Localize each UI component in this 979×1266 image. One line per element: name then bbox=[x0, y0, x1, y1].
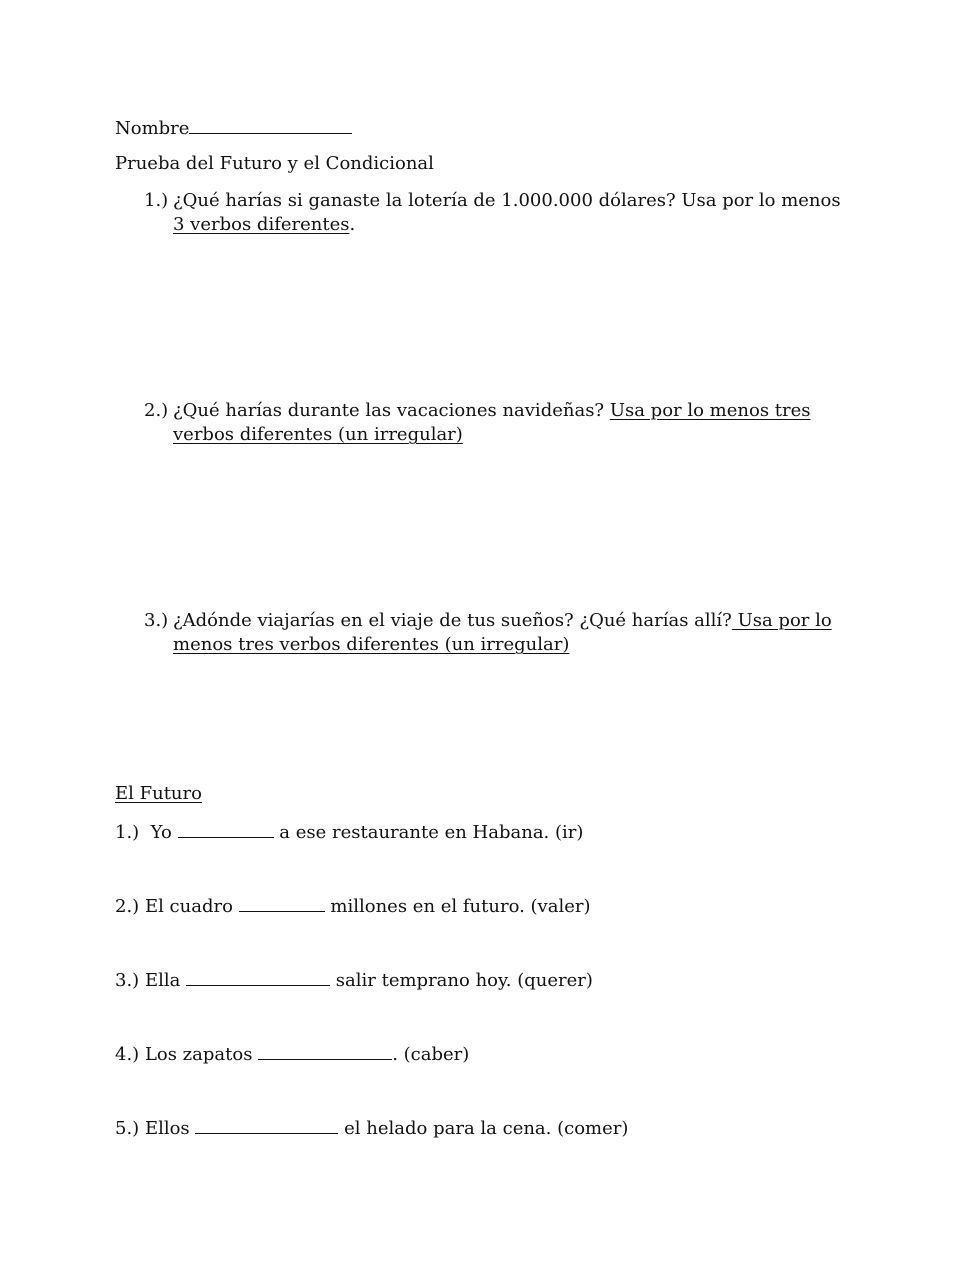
question-2-number: 2.) bbox=[144, 400, 169, 421]
question-3-line2 bbox=[173, 633, 569, 657]
futuro-item-3 bbox=[115, 967, 593, 993]
question-2-prompt: ¿Qué harías durante las vacaciones navideñas? bbox=[173, 400, 610, 421]
futuro-item-rest: millones en el futuro. (valer) bbox=[330, 896, 591, 917]
futuro-item-4 bbox=[115, 1041, 469, 1067]
futuro-item-number: 4.) bbox=[115, 1044, 140, 1065]
question-3-line1 bbox=[173, 609, 832, 633]
question-2-instruction-part1: Usa por lo menos tres bbox=[609, 400, 811, 421]
futuro-item-rest: el helado para la cena. (comer) bbox=[344, 1118, 629, 1139]
question-3-prompt: ¿Adónde viajarías en el viaje de tus sueños? ¿Qué harías allí? bbox=[173, 610, 732, 631]
futuro-heading: El Futuro bbox=[115, 783, 202, 804]
futuro-item-number: 3.) bbox=[115, 970, 140, 991]
futuro-item-subject: El cuadro bbox=[144, 896, 233, 917]
futuro-item-5 bbox=[115, 1115, 628, 1141]
name-blank[interactable] bbox=[189, 115, 352, 134]
futuro-item-subject: Ella bbox=[144, 970, 181, 991]
futuro-item-blank[interactable] bbox=[178, 819, 274, 838]
futuro-item-number: 1.) bbox=[115, 822, 140, 843]
question-1-number: 1.) bbox=[144, 190, 169, 211]
test-title: Prueba del Futuro y el Condicional bbox=[115, 153, 434, 174]
futuro-item-blank[interactable] bbox=[258, 1041, 392, 1060]
question-1-line1: ¿Qué harías si ganaste la lotería de 1.000.000 dólares? Usa por lo menos bbox=[173, 190, 841, 211]
question-3-instruction-part1: Usa por lo bbox=[731, 610, 832, 631]
name-label: Nombre bbox=[115, 118, 190, 139]
question-1-emphasis: 3 verbos diferentes bbox=[173, 214, 350, 235]
futuro-item-number: 2.) bbox=[115, 896, 140, 917]
futuro-item-blank[interactable] bbox=[195, 1115, 338, 1134]
question-2-line1 bbox=[173, 399, 811, 423]
futuro-item-subject: Los zapatos bbox=[144, 1044, 253, 1065]
futuro-item-1 bbox=[115, 819, 583, 845]
question-1-line2 bbox=[173, 213, 355, 237]
futuro-item-rest: . (caber) bbox=[392, 1044, 470, 1065]
futuro-item-2 bbox=[115, 893, 591, 919]
question-3-instruction-part2: menos tres verbos diferentes (un irregular) bbox=[173, 634, 570, 655]
futuro-item-rest: salir temprano hoy. (querer) bbox=[335, 970, 593, 991]
futuro-item-number: 5.) bbox=[115, 1118, 140, 1139]
question-2-instruction-part2: verbos diferentes (un irregular) bbox=[173, 424, 463, 445]
futuro-item-blank[interactable] bbox=[239, 893, 325, 912]
question-3-number: 3.) bbox=[144, 610, 169, 631]
futuro-item-blank[interactable] bbox=[186, 967, 330, 986]
futuro-item-subject: Yo bbox=[150, 822, 172, 843]
question-2-line2 bbox=[173, 423, 463, 447]
name-field-row bbox=[115, 115, 352, 141]
question-1-period: . bbox=[349, 214, 356, 235]
futuro-item-rest: a ese restaurante en Habana. (ir) bbox=[279, 822, 584, 843]
futuro-item-subject: Ellos bbox=[144, 1118, 190, 1139]
